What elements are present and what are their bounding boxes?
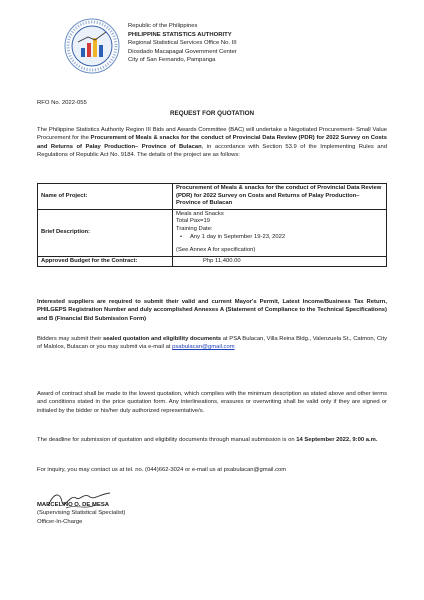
budget-label: Approved Budget for the Contract: (38, 256, 173, 267)
letterhead-address-1: Diosdado Macapagal Government Center (128, 48, 237, 55)
bidders-text-1: Bidders may submit their (37, 336, 103, 342)
brief-bullet: • Any 1 day in September 19-23, 2022 (176, 234, 383, 242)
table-row (38, 209, 387, 256)
letterhead-address-2: City of San Fernando, Pampanga (128, 57, 216, 64)
project-name-value: Procurement of Meals & snacks for the conduct of Provincial Data Review (PDR) for 2022 Survey on Costs and Returns of Palay Production– Province of Bulacan (173, 184, 387, 210)
letterhead-office: Regional Statistical Services Office No. III (128, 40, 237, 47)
bidders-documents: sealed quotation and eligibility documents (102, 336, 222, 342)
letterhead-agency: PHILIPPINE STATISTICS AUTHORITY (128, 31, 232, 38)
letterhead (128, 22, 237, 65)
table-row (38, 184, 387, 210)
email-link[interactable]: psabulacan@gmail.com (172, 344, 235, 351)
letterhead-country: Republic of the Philippines (128, 23, 198, 29)
brief-description-value (173, 209, 387, 256)
signatory-block (37, 501, 125, 526)
award-paragraph: Award of contract shall be made to the lowest quotation, which complies with the minimum description as stated above and other terms and conditions stated in the price quotation form. Any interlineations, erasures or overwriting shall be valid only if they are signed or initialed by the bidder or his/her duly authorized representative/s. (37, 391, 387, 414)
intro-text-1: The Philippine Statistics Authority Region III Bids and Awards Committee (BAC) will undertake a Negotiated Procurement- Small Value Procurement for the (37, 127, 387, 142)
brief-annex-note: (See Annex A for specification) (176, 247, 256, 254)
table-row (38, 256, 387, 267)
inquiry-paragraph: For inquiry, you may contact us at tel. no. (044)662-3024 or e-mail us at psabulacan@gmail.com (37, 467, 287, 473)
psa-seal-icon (64, 18, 120, 74)
signatory-role: (Supervising Statistical Specialist) (37, 510, 126, 517)
brief-line: Training Date: (176, 225, 213, 232)
brief-description-label: Brief Description: (38, 209, 173, 256)
project-name-label: Name of Project: (38, 184, 173, 210)
rfo-number: RFO No. 2022-055 (37, 100, 87, 106)
intro-text-2: , in accordance with Section 53.9 of the Implementing Rules and Regulations of Republic Act No. 9184. The details of the project are as follows: (37, 143, 387, 159)
deadline-date: 14 September 2022, 9:00 a.m. (296, 437, 378, 443)
document-title: REQUEST FOR QUOTATION (169, 110, 255, 117)
bidders-paragraph (37, 335, 387, 352)
project-details-table (37, 183, 387, 267)
signatory-title: Officer-In-Charge (37, 518, 83, 525)
brief-line: Total Pax=19 (176, 218, 210, 225)
bidders-text-2: at PSA Bulacan, Villa Reina Bldg., Valenzuela St., Catmon, City of Malolos, Bulacan or you may submit via e-mail at (37, 336, 387, 351)
brief-line: Meals and Snacks (176, 210, 224, 217)
budget-value: Php 11,400.00 (173, 256, 387, 267)
intro-project-name: Procurement of Meals & snacks for the conduct of Provincial Data Review (PDR) for 2022 Survey on Costs and Returns of Palay Production– Province of Bulacan (37, 135, 387, 150)
signatory-name: MARCELINO O. DE MESA (37, 502, 109, 508)
suppliers-requirements: Interested suppliers are required to submit their valid and current Mayor's Permit, Latest Income/Business Tax Return, PHILGEPS Registration Number and duly accomplished Annexes A (Statement of Compliance to the Technical Specifications) and B (Financial Bid Submission Form) (37, 299, 387, 322)
intro-paragraph (37, 126, 387, 160)
deadline-paragraph (37, 436, 387, 444)
deadline-text: The deadline for submission of quotation and eligibility documents through manual submission is on (37, 437, 297, 443)
